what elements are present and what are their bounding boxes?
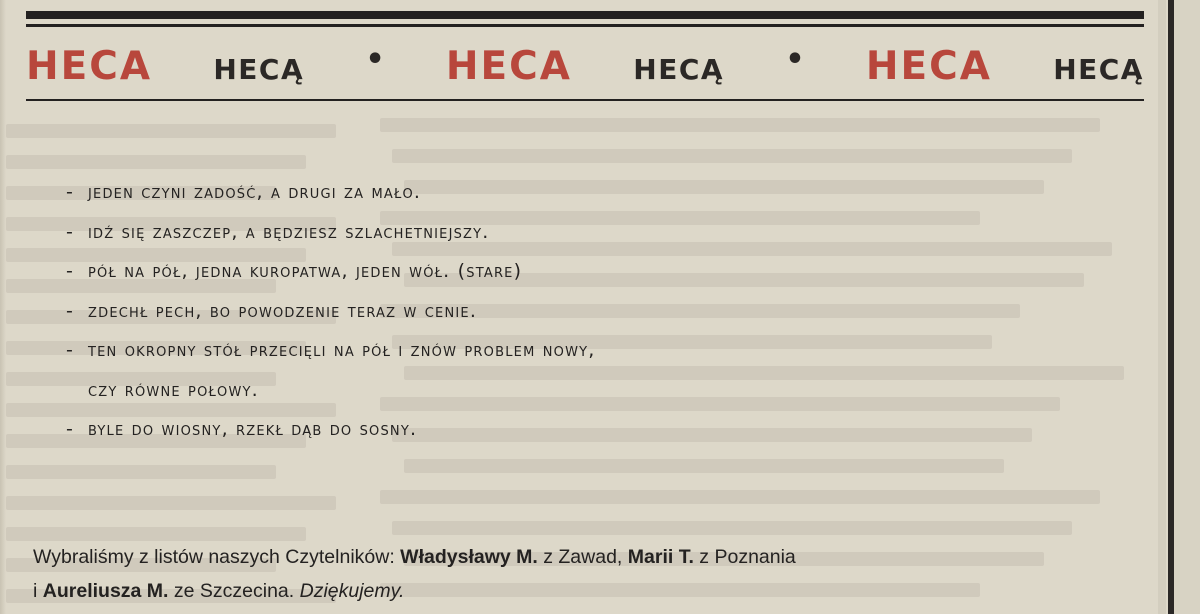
- banner-underline: [26, 99, 1144, 101]
- banner-word-heca: HECA: [445, 44, 572, 89]
- left-column-edge: [0, 0, 6, 614]
- saying-dash: -: [66, 418, 75, 440]
- banner-word-heca-small: HECĄ: [1053, 53, 1144, 86]
- credits-name: Marii T.: [627, 546, 694, 568]
- saying-text: czy równe połowy.: [88, 378, 259, 401]
- credits-intro: Wybraliśmy z listów naszych Czytelników:: [33, 546, 395, 568]
- credits-place: z Poznania: [699, 546, 796, 568]
- saying-item: [66, 260, 1106, 300]
- banner-word-heca: HECA: [865, 44, 992, 89]
- saying-item: [66, 418, 1106, 458]
- saying-text: jeden czyni zadość, a drugi za mało.: [88, 181, 422, 203]
- right-margin: [1158, 0, 1166, 614]
- saying-text: idź się zaszczep, a będziesz szlachetniejszy.: [88, 220, 490, 243]
- heca-banner: [26, 44, 1144, 96]
- banner-word-heca: HECA: [26, 44, 153, 89]
- saying-text: ten okropny stół przecięli na pół i znów problem nowy,: [88, 339, 596, 361]
- saying-text: byle do wiosny, rzekł dąb do sosny.: [88, 418, 418, 440]
- credits-place: z Zawad,: [543, 546, 623, 568]
- saying-dash: -: [66, 220, 75, 243]
- show-through-line: [6, 155, 306, 169]
- banner-word-heca-small: HECĄ: [213, 53, 305, 86]
- saying-text: pół na pół, jedna kuropatwa, jeden wół. (stare): [88, 260, 523, 282]
- saying-item-continuation: [66, 379, 1106, 419]
- right-column-strip: [1174, 0, 1200, 614]
- credits-name: Aureliusza M.: [42, 580, 169, 602]
- saying-text: zdechł pech, bo powodzenie teraz w cenie.: [88, 299, 478, 322]
- show-through-line: [392, 521, 1072, 535]
- banner-bullet: •: [785, 42, 805, 77]
- sayings-list: [66, 181, 1106, 458]
- show-through-line: [380, 118, 1100, 132]
- saying-item: [66, 339, 1106, 379]
- saying-dash: -: [66, 181, 75, 203]
- header-rule-thick: [26, 11, 1144, 19]
- show-through-line: [392, 149, 1072, 163]
- saying-item: [66, 221, 1106, 261]
- saying-item: [66, 181, 1106, 221]
- credits-name: Władysławy M.: [400, 546, 538, 568]
- show-through-line: [6, 527, 306, 541]
- header-rule-thin: [26, 24, 1144, 27]
- banner-word-heca-small: HECĄ: [633, 53, 725, 86]
- credits-thanks: Dziękujemy.: [299, 580, 405, 602]
- credits-line-2: [33, 574, 1153, 608]
- show-through-line: [404, 459, 1004, 473]
- credits-place: ze Szczecina.: [173, 580, 295, 602]
- saying-item: [66, 300, 1106, 340]
- saying-dash: -: [66, 260, 75, 282]
- show-through-line: [6, 124, 336, 138]
- show-through-line: [380, 490, 1100, 504]
- saying-dash: -: [66, 339, 75, 361]
- saying-dash: -: [66, 299, 75, 322]
- credits-line-1: [33, 540, 1153, 574]
- show-through-line: [6, 465, 276, 479]
- credits-conjunction: i: [33, 580, 38, 602]
- show-through-line: [6, 496, 336, 510]
- banner-bullet: •: [365, 42, 385, 77]
- reader-credits: [33, 540, 1153, 608]
